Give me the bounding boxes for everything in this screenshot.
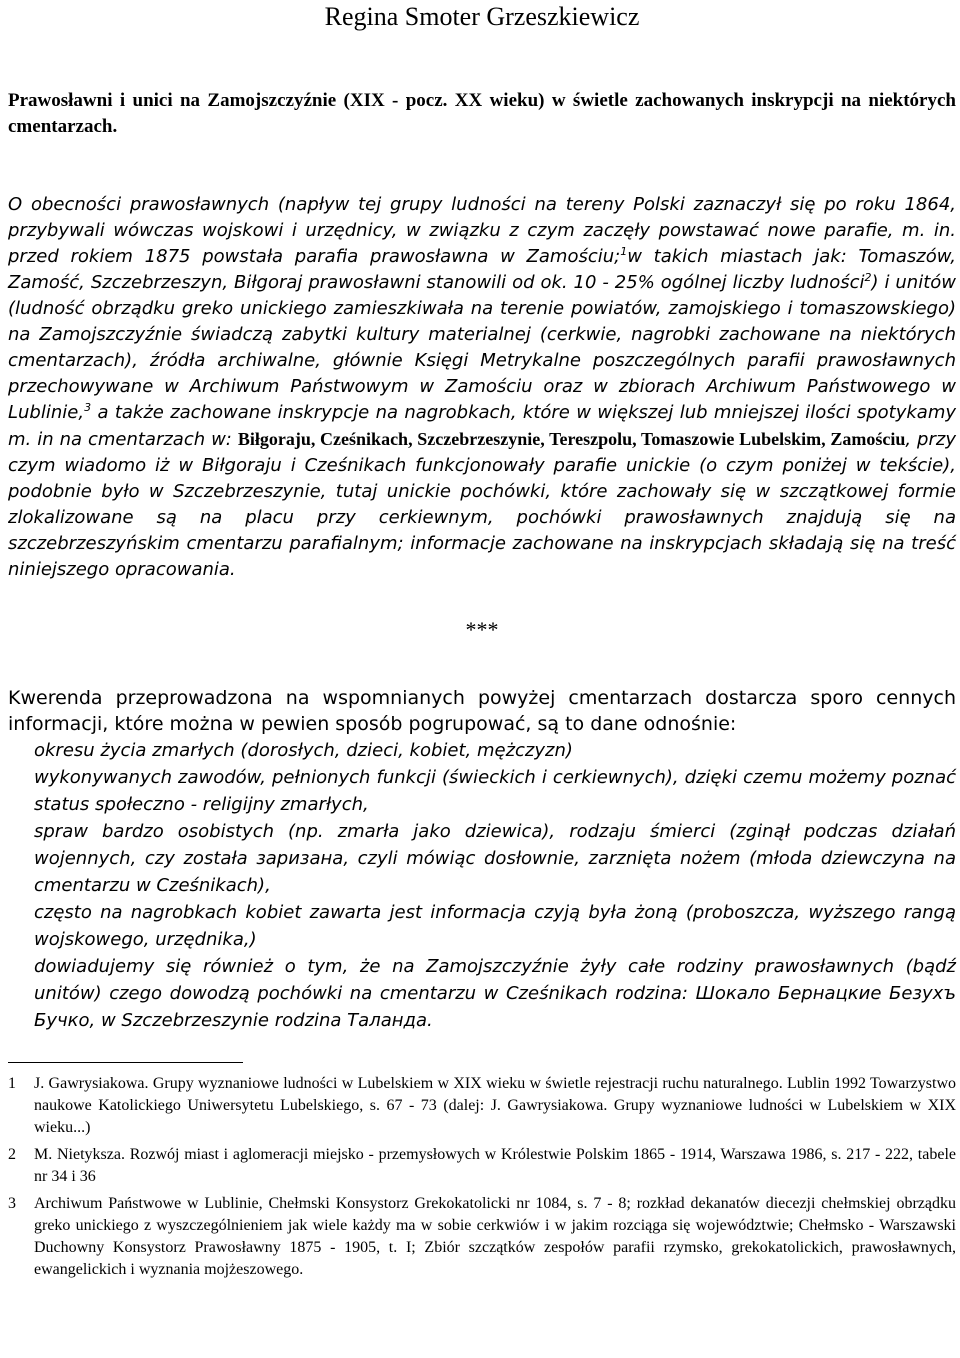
footnote-number: 1 bbox=[8, 1075, 16, 1092]
footnote-2 bbox=[8, 1144, 956, 1188]
footnote-text: M. Nietyksza. Rozwój miast i aglomeracji miejsko - przemysłowych w Królestwie Polskim 1865 - 1914, Warszawa 1986, s. 217 - 222, tabele nr 34 i 36 bbox=[34, 1146, 956, 1185]
list-item: często na nagrobkach kobiet zawarta jest informacja czyją była żoną (proboszcza, wyższego rangą wojskowego, urzędnika,) bbox=[34, 902, 956, 950]
footnote-number: 2 bbox=[8, 1146, 16, 1163]
article-title: Prawosławni i unici na Zamojszczyźnie (XIX - pocz. XX wieku) w świetle zachowanych inskrypcji na niektórych cmentarzach. bbox=[8, 90, 956, 137]
intro-paragraph bbox=[8, 192, 956, 583]
intro-text-5: , przy czym wiadomo iż w Biłgoraju i Cześnikach funkcjonowały parafie unickie (o czym poniżej w tekście), podobnie było w Szczebrzeszynie, tutaj unickie pochówki, które zachowały się w szczątkowej formie zlokalizowane są na placu przy cerkiewnym, pochówki prawosławnych znajdują się na szczebrzeszyńskim cmentarzu parafialnym; informacje zachowane na inskrypcjach składają się na treść niniejszego opracowania. bbox=[8, 429, 956, 580]
data-categories-list bbox=[8, 737, 956, 1034]
list-item: wykonywanych zawodów, pełnionych funkcji (świeckich i cerkiewnych), dzięki czemu możemy poznać status społeczno - religijny zmarłych, bbox=[34, 767, 956, 815]
list-item: dowiadujemy się również o tym, że na Zamojszczyźnie żyły całe rodziny prawosławnych (bądź unitów) czego dowodzą pochówki na cmentarzu w Cześnikach rodzina: Шокало Бернацкие Безухъ Бучко, w Szczebrzeszynie rodzina Таланда. bbox=[34, 956, 956, 1031]
cemetery-places: Biłgoraju, Cześnikach, Szczebrzeszynie, Tereszpolu, Tomaszowie Lubelskim, Zamościu bbox=[237, 429, 906, 449]
list-item: spraw bardzo osobistych (np. zmarła jako dziewica), rodzaju śmierci (zginął podczas działań wojennych, czy została заризана, czyli mówiąc dosłownie, zarznięta nożem (młoda dziewczyna na cmentarzu w Cześnikach), bbox=[34, 821, 956, 896]
section-separator: *** bbox=[465, 617, 499, 642]
footnote-number: 3 bbox=[8, 1195, 16, 1212]
intro-text-3: ) i unitów (ludność obrządku greko unickiego zamieszkiwała na terenie powiatów, zamojskiego i tomaszowskiego) na Zamojszczyźnie świadczą zabytki kultury materialnej (cerkwie, nagrobki zachowane na niektórych cmentarzach), źródła archiwalne, głównie Księgi Metrykalne poszczególnych parafii prawosławnych przechowywane w Archiwum Państwowym w Zamościu oraz w zbiorach Archiwum Państwowego w Lublinie, bbox=[8, 272, 956, 423]
intro-text-1: O obecności prawosławnych (napływ tej grupy ludności na tereny Polski zaznaczył się po roku 1864, przybywali wówczas wojskowi i urzędnicy, w związku z czym zaczęły powstawać nowe parafie, m. in. przed rokiem 1875 powstała parafia prawosławna w Zamościu; bbox=[8, 194, 956, 267]
intro-text-2: w takich miastach jak: Tomaszów, Zamość, Szczebrzeszyn, Biłgoraj prawosławni stanowili od ok. 10 - 25% ogólnej liczby ludności bbox=[8, 246, 957, 293]
footnote-ref-2[interactable]: 2 bbox=[864, 271, 872, 284]
query-paragraph: Kwerenda przeprowadzona na wspomnianych powyżej cmentarzach dostarcza sporo cennych informacji, które można w pewien sposób pogrupować, są to dane odnośnie: bbox=[8, 687, 956, 735]
list-item: okresu życia zmarłych (dorosłych, dzieci, kobiet, mężczyzn) bbox=[34, 740, 573, 761]
footnote-text: Archiwum Państwowe w Lublinie, Chełmski Konsystorz Grekokatolicki nr 1084, s. 7 - 8; rozkład dekanatów diecezji chełmskiej obrządku greko unickiego z wyszczególnieniem jak wiele każdy ma w sobie cerkwiów i w jakim rozciąga się województwie; Chełmsko - Warszawski Duchowny Konsystorz Prawosławny 1875 - 1905, t. I; Zbiór szczątków zespołów parafii rzymsko, grekokatolickich, prawosławnych, ewangelickich i wyznania mojżeszowego. bbox=[34, 1195, 956, 1278]
footnote-3 bbox=[8, 1193, 956, 1281]
footnote-divider bbox=[8, 1062, 243, 1063]
author-name: Regina Smoter Grzeszkiewicz bbox=[324, 2, 640, 31]
intro-text-4: a także zachowane inskrypcje na nagrobkach, które w większej lub mniejszej ilości spotykamy m. in na cmentarzach w: bbox=[8, 402, 956, 450]
footnote-ref-1[interactable]: 1 bbox=[620, 245, 628, 258]
footnotes-list bbox=[8, 1073, 956, 1281]
footnote-ref-3[interactable]: 3 bbox=[84, 401, 92, 414]
footnote-text: J. Gawrysiakowa. Grupy wyznaniowe ludności w Lubelskiem w XIX wieku w świetle rejestracji ruchu naturalnego. Lublin 1992 Towarzystwo naukowe Katolickiego Uniwersytetu Lubelskiego, s. 67 - 73 (dalej: J. Gawrysiakowa. Grupy wyznaniowe ludności w Lubelskiem w XIX wieku...) bbox=[34, 1075, 956, 1136]
footnote-1 bbox=[8, 1073, 956, 1139]
document-page bbox=[8, 0, 956, 1286]
